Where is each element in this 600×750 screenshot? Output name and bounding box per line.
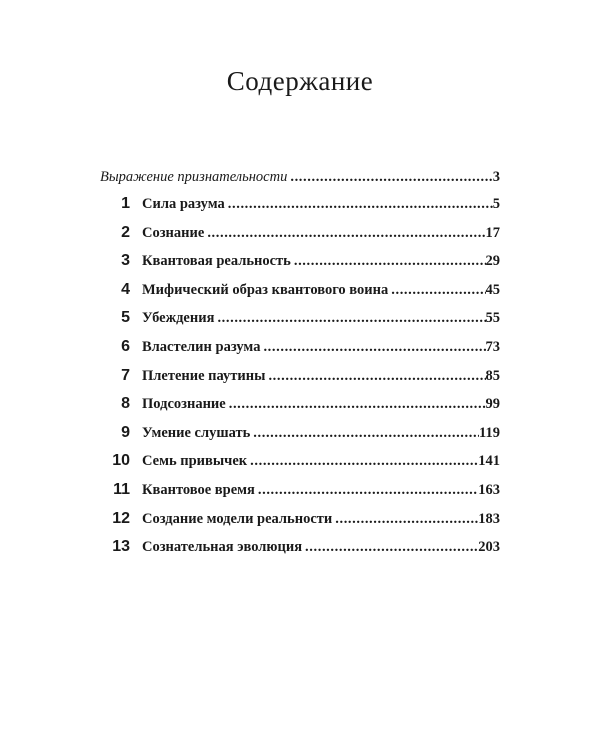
- chapter-page-number: 119: [479, 424, 500, 441]
- chapter-page-number: 45: [485, 281, 500, 298]
- toc-entry-chapter-5[interactable]: [100, 304, 500, 333]
- toc-entry-chapter-2[interactable]: [100, 219, 500, 248]
- chapter-page-number: 55: [485, 310, 500, 327]
- chapter-title: Создание модели реальности: [142, 510, 333, 527]
- toc-entry-chapter-3[interactable]: [100, 247, 500, 276]
- chapter-page-number: 183: [478, 510, 500, 527]
- chapter-title: Подсознание: [142, 396, 226, 413]
- chapter-number: 8: [121, 395, 130, 413]
- dot-leader: [388, 276, 485, 305]
- chapter-title: Сила разума: [142, 196, 225, 212]
- chapter-page-number: 17: [485, 224, 500, 241]
- chapter-number: 9: [121, 423, 130, 441]
- dot-leader: [302, 533, 478, 562]
- chapter-title: Сознательная эволюция: [142, 539, 303, 556]
- chapter-number: 2: [121, 223, 130, 241]
- dot-leader: [332, 505, 478, 534]
- dot-leader: [225, 190, 493, 219]
- dot-leader: [291, 247, 486, 276]
- dot-leader: [255, 476, 478, 505]
- chapter-title: Властелин разума: [142, 338, 261, 355]
- toc-entry-chapter-13[interactable]: [100, 533, 500, 562]
- chapter-number: 7: [121, 366, 130, 384]
- chapter-title: Убеждения: [142, 310, 215, 327]
- chapter-title: Квантовая реальность: [142, 253, 291, 270]
- dot-leader: [214, 304, 485, 333]
- dot-leader: [250, 419, 479, 448]
- dot-leader: [287, 164, 492, 190]
- toc-entry-chapter-1[interactable]: [100, 190, 500, 219]
- chapter-title: Квантовое время: [142, 481, 255, 498]
- chapter-page-number: 99: [485, 396, 500, 413]
- toc-entry-title: Выражение признательности: [100, 169, 288, 185]
- page-title: Содержание: [226, 66, 374, 96]
- chapter-title: Плетение паутины: [142, 367, 266, 384]
- dot-leader: [265, 362, 485, 391]
- chapter-title: Мифический образ квантового воина: [142, 281, 389, 298]
- toc-entry-page-number: 3: [492, 169, 500, 185]
- chapter-number: 1: [121, 195, 130, 212]
- dot-leader: [260, 333, 485, 362]
- chapter-page-number: 73: [485, 338, 500, 355]
- toc-entry-acknowledgement[interactable]: [100, 164, 500, 190]
- chapter-number: 11: [113, 480, 130, 498]
- toc-entry-chapter-9[interactable]: [100, 419, 500, 448]
- dot-leader: [204, 219, 485, 248]
- chapter-number: 12: [112, 509, 130, 527]
- toc-entry-chapter-11[interactable]: [100, 476, 500, 505]
- toc-entry-chapter-10[interactable]: [100, 447, 500, 476]
- chapter-number: 13: [112, 538, 130, 556]
- chapter-number: 5: [121, 309, 130, 327]
- toc-entry-chapter-8[interactable]: [100, 390, 500, 419]
- chapter-page-number: 85: [485, 367, 500, 384]
- toc-entry-chapter-4[interactable]: [100, 276, 500, 305]
- chapter-page-number: 141: [478, 453, 500, 470]
- table-of-contents: [100, 164, 500, 562]
- chapter-number: 3: [121, 252, 130, 270]
- chapter-title: Умение слушать: [142, 424, 251, 441]
- chapter-number: 4: [121, 280, 130, 298]
- chapter-title: Сознание: [142, 224, 205, 241]
- toc-entry-chapter-7[interactable]: [100, 362, 500, 391]
- chapter-number: 10: [112, 452, 130, 470]
- chapter-number: 6: [121, 337, 130, 355]
- chapter-page-number: 163: [478, 481, 500, 498]
- toc-entry-chapter-6[interactable]: [100, 333, 500, 362]
- dot-leader: [247, 447, 478, 476]
- chapter-page-number: 203: [478, 539, 500, 556]
- dot-leader: [226, 390, 486, 419]
- chapter-page-number: 5: [492, 196, 500, 212]
- chapter-title: Семь привычек: [142, 453, 248, 470]
- toc-entry-chapter-12[interactable]: [100, 505, 500, 534]
- chapter-page-number: 29: [485, 253, 500, 270]
